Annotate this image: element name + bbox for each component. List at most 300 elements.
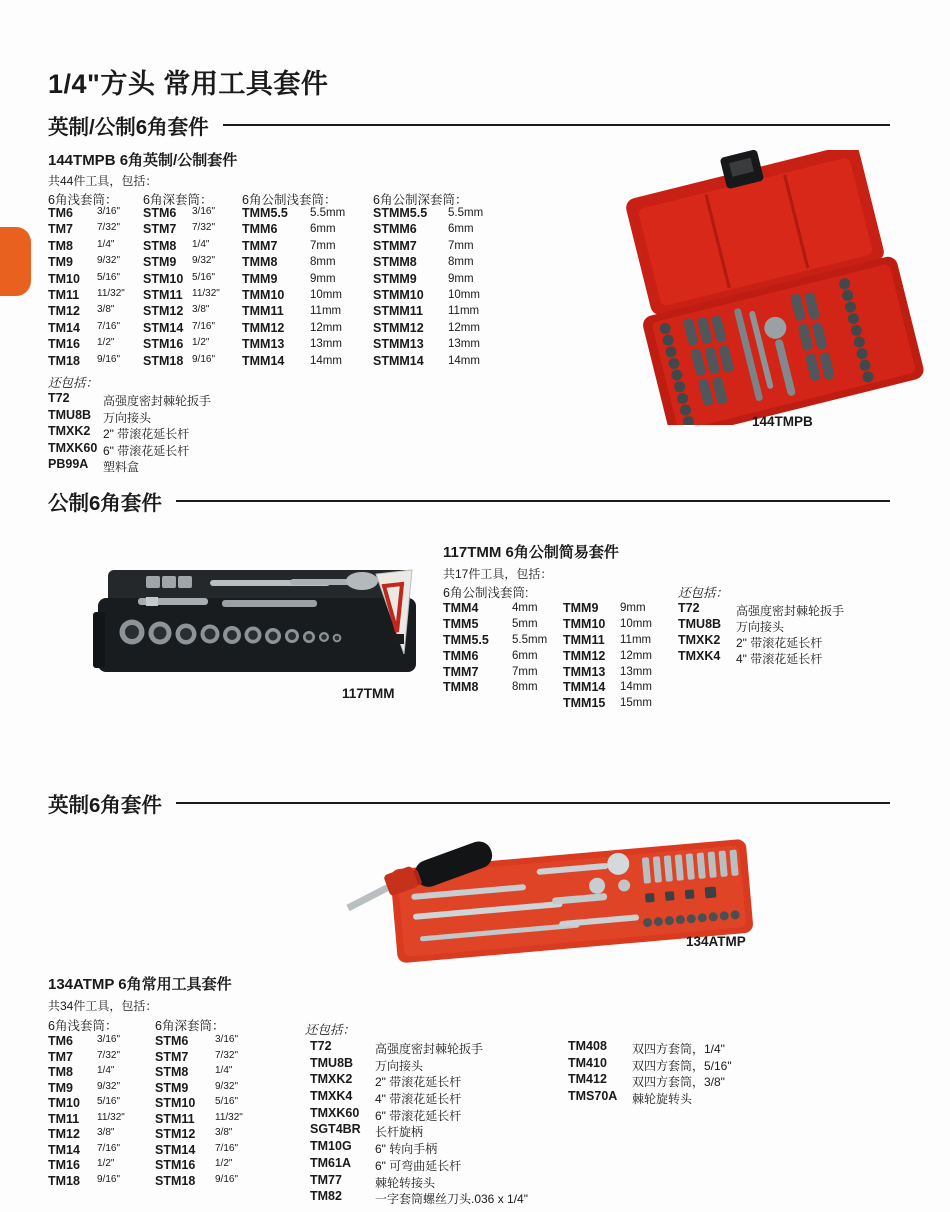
table-row	[48, 1143, 125, 1159]
part-number: TMXK60	[48, 440, 98, 455]
col-header-metric-shallow: 6角公制浅套筒：	[242, 193, 337, 207]
part-size: 1/2"	[192, 337, 210, 349]
table-row	[48, 1127, 125, 1143]
table-row	[443, 617, 547, 633]
table-row	[678, 617, 844, 633]
part-description: 2" 带滚花延长杆	[375, 1075, 462, 1090]
part-size: 1/4"	[192, 238, 210, 250]
part-description: 双四方套筒，5/16"	[632, 1058, 732, 1073]
part-description: 6" 带滚花延长杆	[375, 1108, 462, 1123]
part-number: STM18	[143, 353, 184, 368]
table-row	[143, 255, 220, 271]
orange-side-tab	[0, 227, 31, 296]
part-number: TMM9	[563, 601, 599, 615]
part-size: 14mm	[620, 681, 652, 694]
table-row	[373, 255, 483, 271]
table-row	[155, 1096, 243, 1112]
part-number: TMU8B	[678, 616, 722, 631]
table-row	[155, 1034, 243, 1050]
part-size: 5/16"	[192, 271, 216, 283]
part-number: TMM10	[563, 616, 606, 631]
table-row	[242, 337, 345, 353]
part-description: 万向接头	[736, 619, 785, 634]
part-number: TM6	[48, 206, 73, 220]
product-title-117tmm: 117TMM 6角公制简易套件	[443, 544, 619, 561]
part-description: 4" 带滚花延长杆	[375, 1092, 462, 1107]
table-row	[310, 1139, 528, 1156]
part-size: 10mm	[448, 288, 480, 301]
part-number: TMXK60	[310, 1105, 360, 1120]
table-row	[563, 649, 652, 665]
part-number: TMM10	[242, 287, 285, 302]
table-row	[242, 304, 345, 320]
also-includes-table	[678, 601, 844, 665]
part-number: STMM6	[373, 222, 417, 237]
table-row	[155, 1112, 243, 1128]
table-row	[48, 1096, 125, 1112]
part-number: TM18	[48, 1173, 80, 1188]
part-description: 6" 带滚花延长杆	[103, 443, 190, 458]
part-description: 6" 转向手柄	[375, 1142, 438, 1157]
part-number: TM77	[310, 1172, 342, 1187]
table-row	[310, 1039, 528, 1056]
part-number: TM7	[48, 222, 73, 237]
part-number: TMM8	[242, 255, 278, 270]
part-number: STM11	[155, 1111, 195, 1126]
part-number: TMM7	[443, 664, 479, 679]
table-row	[310, 1156, 528, 1173]
part-number: TMM14	[242, 353, 285, 368]
table-row	[242, 272, 345, 288]
part-number: TM11	[48, 287, 80, 302]
part-number: TM14	[48, 320, 80, 335]
part-description: 2" 带滚花延长杆	[103, 427, 190, 441]
table-row	[373, 239, 483, 255]
table-row	[48, 1050, 125, 1066]
part-number: STMM8	[373, 255, 417, 270]
section-title: 英制/公制6角套件	[48, 116, 209, 139]
photo-caption-144tmpb: 144TMPB	[752, 414, 813, 429]
table-row	[48, 1112, 125, 1128]
table-row	[563, 665, 652, 681]
table-row	[48, 1158, 125, 1174]
table-row	[568, 1089, 732, 1106]
part-number: STMM11	[373, 304, 424, 319]
table-row	[48, 272, 125, 288]
part-size: 11mm	[448, 305, 480, 318]
also-includes-label: 还包括：	[678, 586, 729, 600]
socket-table-deep	[143, 206, 220, 370]
table-row	[563, 617, 652, 633]
part-size: 3/16"	[97, 1034, 121, 1045]
part-number: STM9	[155, 1080, 189, 1095]
part-number: TMM8	[443, 680, 479, 695]
table-row	[310, 1189, 528, 1206]
table-row	[155, 1174, 243, 1190]
part-size: 3/16"	[97, 206, 121, 217]
product-title-144tmpb: 144TMPB 6角英制/公制套件	[48, 152, 238, 169]
heading-rule	[223, 124, 890, 126]
red-case-open-icon	[598, 150, 943, 425]
part-size: 3/8"	[192, 304, 210, 316]
table-row	[155, 1127, 243, 1143]
part-size: 3/8"	[215, 1127, 233, 1138]
col-header-deep: 6角深套筒：	[143, 193, 213, 207]
table-row	[143, 239, 220, 255]
table-row	[373, 222, 483, 238]
table-row	[242, 222, 345, 238]
table-row	[143, 206, 220, 222]
socket-table-metric-1	[443, 601, 547, 696]
table-row	[242, 206, 345, 222]
part-number: TM16	[48, 1158, 80, 1172]
table-row	[310, 1173, 528, 1190]
part-number: STMM10	[373, 287, 424, 302]
part-number: TM12	[48, 1127, 80, 1141]
part-description: 万向接头	[103, 410, 152, 425]
heading-rule	[176, 500, 890, 502]
section-title: 英制6角套件	[48, 794, 162, 817]
part-number: TMM5.5	[443, 632, 489, 647]
table-row	[48, 206, 125, 222]
part-number: TMU8B	[310, 1055, 354, 1070]
part-number: TM61A	[310, 1155, 351, 1170]
part-number: TM6	[48, 1034, 73, 1048]
part-number: T72	[48, 391, 70, 405]
part-number: TM10	[48, 271, 80, 286]
part-number: TMM6	[242, 222, 278, 237]
part-size: 11/32"	[97, 287, 125, 299]
part-size: 6mm	[448, 223, 474, 236]
part-size: 3/8"	[97, 304, 115, 316]
part-size: 15mm	[620, 697, 652, 710]
table-row	[143, 288, 220, 304]
part-number: TMM14	[563, 680, 606, 695]
part-description: 双四方套筒，3/8"	[632, 1075, 725, 1090]
col-header-shallow: 6角浅套筒：	[48, 193, 118, 207]
also-includes-label: 还包括：	[48, 376, 99, 390]
part-size: 7mm	[310, 239, 336, 252]
part-description: 高强度密封棘轮扳手	[375, 1042, 484, 1056]
part-number: T72	[310, 1039, 332, 1053]
table-row	[48, 354, 125, 370]
part-number: TM7	[48, 1049, 73, 1064]
also-includes-table	[310, 1039, 528, 1206]
table-row	[48, 239, 125, 255]
part-number: STM8	[143, 238, 177, 253]
part-number: STM7	[155, 1049, 189, 1064]
part-number: TMU8B	[48, 407, 92, 422]
part-number: STM16	[155, 1158, 196, 1172]
part-size: 11/32"	[215, 1111, 243, 1123]
part-size: 11mm	[310, 305, 342, 318]
part-size: 7/32"	[192, 222, 216, 234]
part-size: 9/16"	[192, 353, 216, 365]
table-row	[143, 272, 220, 288]
part-size: 8mm	[310, 256, 336, 269]
part-description: 棘轮转接头	[375, 1175, 436, 1190]
part-number: TMM7	[242, 238, 278, 253]
table-row	[443, 633, 547, 649]
socket-table-shallow	[48, 206, 125, 370]
part-size: 7/32"	[97, 1049, 121, 1061]
part-size: 11/32"	[97, 1111, 125, 1123]
table-row	[242, 255, 345, 271]
part-number: TMS70A	[568, 1089, 618, 1104]
part-number: SGT4BR	[310, 1122, 361, 1137]
product-photo-144tmpb	[598, 150, 943, 430]
part-number: TMM11	[563, 632, 605, 647]
table-row	[373, 321, 483, 337]
part-size: 1/2"	[215, 1158, 233, 1169]
part-size: 4mm	[512, 602, 538, 614]
part-number: TM16	[48, 337, 80, 352]
part-number: STM6	[143, 206, 177, 220]
part-size: 1/4"	[97, 1065, 115, 1076]
also-includes-table	[48, 391, 211, 474]
part-number: TMXK4	[310, 1089, 353, 1104]
part-size: 3/8"	[97, 1127, 115, 1138]
socket-table-metric-2	[563, 601, 652, 712]
part-number: STM14	[155, 1142, 196, 1157]
part-size: 12mm	[448, 321, 480, 334]
table-row	[443, 665, 547, 681]
photo-caption-117tmm: 117TMM	[342, 686, 395, 701]
table-row	[155, 1050, 243, 1066]
table-row	[48, 222, 125, 238]
part-size: 12mm	[620, 649, 652, 662]
table-row	[48, 1081, 125, 1097]
part-number: TMM15	[563, 696, 606, 711]
part-number: TM8	[48, 238, 73, 253]
table-row	[563, 696, 652, 712]
part-number: TMXK2	[678, 632, 721, 647]
part-number: TM408	[568, 1039, 607, 1053]
part-size: 9/16"	[215, 1173, 239, 1185]
part-number: STM10	[155, 1096, 196, 1110]
section-title: 公制6角套件	[48, 492, 162, 515]
table-row	[48, 1065, 125, 1081]
table-row	[242, 321, 345, 337]
table-row	[443, 649, 547, 665]
part-description: 4" 带滚花延长杆	[736, 651, 823, 666]
socket-table-metric-deep	[373, 206, 483, 370]
part-number: STM18	[155, 1173, 196, 1188]
part-number: TMM13	[242, 337, 285, 352]
part-number: STM12	[143, 304, 184, 319]
table-row	[678, 633, 844, 649]
part-description: 高强度密封棘轮扳手	[103, 394, 212, 408]
part-number: TMM5	[443, 616, 479, 631]
part-size: 1/2"	[97, 1158, 115, 1169]
part-size: 12mm	[310, 321, 342, 334]
col-header-metric-shallow: 6角公制浅套筒:	[443, 586, 529, 600]
part-number: PB99A	[48, 457, 89, 471]
part-number: TM11	[48, 1111, 80, 1126]
table-row	[48, 457, 211, 474]
also-includes-table-2	[568, 1039, 732, 1106]
table-row	[143, 222, 220, 238]
part-size: 5mm	[512, 617, 538, 630]
table-row	[373, 354, 483, 370]
part-size: 13mm	[620, 665, 652, 678]
col-header-deep: 6角深套筒：	[155, 1019, 225, 1033]
table-row	[48, 1174, 125, 1190]
part-size: 6mm	[310, 223, 336, 236]
part-size: 9/16"	[97, 353, 121, 365]
part-number: TM18	[48, 353, 80, 368]
part-size: 9mm	[310, 272, 336, 285]
part-size: 11/32"	[192, 287, 220, 299]
table-row	[563, 633, 652, 649]
section-heading-inch	[48, 788, 890, 818]
part-number: TMM13	[563, 664, 606, 679]
table-row	[373, 272, 483, 288]
table-row	[310, 1089, 528, 1106]
part-description: 棘轮旋转头	[632, 1092, 693, 1107]
part-number: TMXK4	[678, 648, 721, 663]
table-row	[48, 391, 211, 408]
table-row	[373, 337, 483, 353]
part-description: 一字套筒螺丝刀头.036 x 1/4"	[375, 1192, 528, 1207]
table-row	[48, 441, 211, 458]
part-size: 8mm	[448, 256, 474, 269]
part-number: TM412	[568, 1072, 607, 1087]
part-number: STM7	[143, 222, 177, 237]
count-line: 共44件工具，包括：	[48, 174, 158, 188]
part-number: TM82	[310, 1189, 342, 1204]
table-row	[242, 354, 345, 370]
part-size: 5/16"	[97, 1096, 121, 1107]
table-row	[242, 288, 345, 304]
table-row	[48, 408, 211, 425]
table-row	[568, 1072, 732, 1089]
part-number: STM16	[143, 337, 184, 352]
part-number: TM10	[48, 1096, 80, 1110]
part-number: TMM5.5	[242, 206, 288, 220]
part-size: 14mm	[310, 354, 342, 367]
part-description: 2" 带滚花延长杆	[736, 635, 823, 650]
table-row	[48, 337, 125, 353]
part-size: 3/16"	[192, 206, 216, 217]
part-number: STM14	[143, 320, 184, 335]
table-row	[48, 1034, 125, 1050]
table-row	[678, 601, 844, 617]
table-row	[48, 304, 125, 320]
black-tray-icon	[90, 560, 425, 690]
part-number: T72	[678, 601, 700, 615]
table-row	[143, 354, 220, 370]
part-size: 9/32"	[97, 1080, 121, 1092]
part-description: 双四方套筒，1/4"	[632, 1042, 725, 1056]
part-size: 7/16"	[215, 1142, 239, 1154]
part-size: 5.5mm	[512, 633, 548, 646]
part-size: 5.5mm	[448, 207, 484, 219]
part-number: TMM6	[443, 648, 479, 663]
table-row	[310, 1056, 528, 1073]
part-number: TM14	[48, 1142, 80, 1157]
section-heading-inch-metric	[48, 110, 890, 140]
col-header-metric-deep: 6角公制深套筒：	[373, 193, 468, 207]
col-header-shallow: 6角浅套筒：	[48, 1019, 118, 1033]
part-size: 1/4"	[215, 1065, 233, 1076]
part-size: 1/4"	[97, 238, 115, 250]
part-size: 3/16"	[215, 1034, 239, 1045]
table-row	[48, 424, 211, 441]
part-number: STM8	[155, 1065, 189, 1079]
part-number: TMXK2	[310, 1072, 353, 1087]
part-size: 5/16"	[215, 1096, 239, 1107]
table-row	[443, 680, 547, 696]
part-size: 10mm	[620, 617, 652, 630]
part-size: 7/16"	[97, 1142, 121, 1154]
table-row	[155, 1158, 243, 1174]
part-size: 13mm	[310, 338, 342, 351]
table-row	[48, 255, 125, 271]
table-row	[678, 649, 844, 665]
part-size: 7/16"	[192, 320, 216, 332]
table-row	[242, 239, 345, 255]
part-number: STM12	[155, 1127, 196, 1141]
table-row	[143, 337, 220, 353]
part-size: 7/32"	[215, 1049, 239, 1061]
part-size: 9mm	[620, 602, 646, 614]
part-size: 9/16"	[97, 1173, 121, 1185]
part-number: TMM9	[242, 271, 278, 286]
part-size: 7mm	[512, 665, 538, 678]
part-size: 1/2"	[97, 337, 115, 349]
table-row	[563, 680, 652, 696]
part-number: STMM12	[373, 320, 424, 335]
part-description: 万向接头	[375, 1058, 424, 1073]
part-size: 11mm	[620, 633, 652, 646]
table-row	[155, 1065, 243, 1081]
part-size: 9/32"	[192, 255, 216, 267]
table-row	[568, 1056, 732, 1073]
socket-table-shallow	[48, 1034, 125, 1189]
part-number: TMM12	[563, 648, 606, 663]
part-size: 5/16"	[97, 271, 121, 283]
part-description: 6" 可弯曲延长杆	[375, 1158, 462, 1173]
part-size: 7/32"	[97, 222, 121, 234]
count-line: 共34件工具，包括：	[48, 999, 158, 1013]
count-line: 共17件工具，包括：	[443, 567, 553, 581]
part-size: 10mm	[310, 288, 342, 301]
part-number: TM9	[48, 1080, 73, 1095]
table-row	[310, 1106, 528, 1123]
table-row	[143, 321, 220, 337]
table-row	[310, 1072, 528, 1089]
part-number: STMM14	[373, 353, 424, 368]
product-photo-134atmp	[328, 830, 773, 970]
part-size: 8mm	[512, 681, 538, 694]
page-title: 1/4"方头 常用工具套件	[48, 69, 329, 99]
table-row	[48, 288, 125, 304]
table-row	[373, 288, 483, 304]
socket-table-deep	[155, 1034, 243, 1189]
part-number: TMM4	[443, 601, 479, 615]
table-row	[373, 304, 483, 320]
product-title-134atmp: 134ATMP 6角常用工具套件	[48, 976, 232, 993]
part-number: STMM9	[373, 271, 417, 286]
part-number: TM410	[568, 1055, 607, 1070]
part-size: 9mm	[448, 272, 474, 285]
part-number: STMM7	[373, 238, 417, 253]
part-size: 6mm	[512, 649, 538, 662]
part-description: 塑料盒	[103, 460, 140, 474]
part-number: STM6	[155, 1034, 189, 1048]
photo-caption-134atmp: 134ATMP	[686, 934, 746, 949]
